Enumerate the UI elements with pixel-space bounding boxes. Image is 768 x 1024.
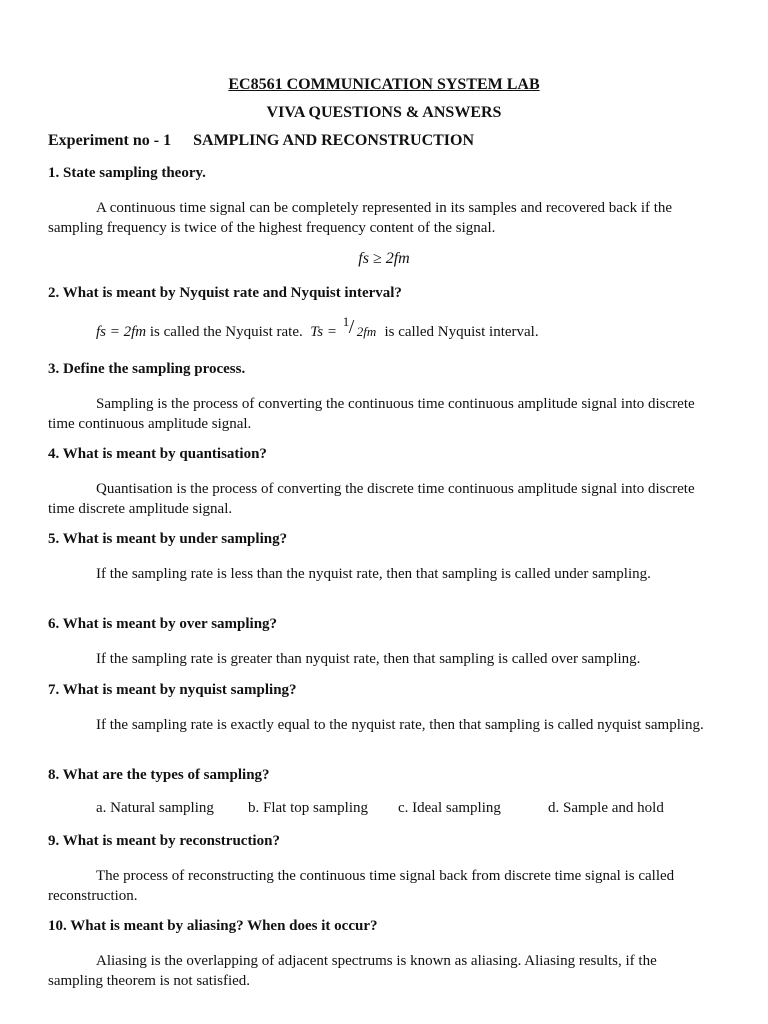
- sampling-type-flat-top: b. Flat top sampling: [248, 800, 368, 816]
- question-10: 10. What is meant by aliasing? When does it occur?: [48, 918, 378, 934]
- fraction-slash: /: [348, 316, 355, 338]
- question-7: 7. What is meant by nyquist sampling?: [48, 682, 297, 698]
- answer-9: The process of reconstructing the continuous time signal back from discrete time signal is called reconstruction.: [48, 868, 675, 904]
- experiment-label: Experiment no - 1: [48, 132, 172, 149]
- sampling-theorem-formula: fs ≥ 2fm: [358, 250, 410, 267]
- answer-10: Aliasing is the overlapping of adjacent spectrums is known as aliasing. Aliasing results, if the sampling theorem is not satisfied.: [48, 953, 657, 989]
- answer-6: If the sampling rate is greater than nyquist rate, then that sampling is called over sampling.: [96, 651, 641, 667]
- fraction-denominator: 2fm: [356, 324, 377, 339]
- answer-1: A continuous time signal can be completely represented in its samples and recovered back if the sampling frequency is twice of the highest frequency content of the signal.: [48, 200, 673, 236]
- question-9: 9. What is meant by reconstruction?: [48, 833, 280, 849]
- sampling-type-natural: a. Natural sampling: [96, 800, 214, 816]
- nyquist-rate-text: is called the Nyquist rate.: [149, 324, 303, 340]
- question-2: 2. What is meant by Nyquist rate and Nyquist interval?: [48, 285, 402, 301]
- question-8: 8. What are the types of sampling?: [48, 767, 270, 783]
- answer-4: Quantisation is the process of converting the discrete time continuous amplitude signal into discrete time discrete amplitude signal.: [48, 481, 695, 517]
- course-title: EC8561 COMMUNICATION SYSTEM LAB: [228, 76, 540, 93]
- fraction-numerator: 1: [342, 314, 350, 329]
- experiment-name: SAMPLING AND RECONSTRUCTION: [193, 132, 475, 149]
- question-6: 6. What is meant by over sampling?: [48, 616, 278, 632]
- question-4: 4. What is meant by quantisation?: [48, 446, 267, 462]
- answer-3: Sampling is the process of converting the continuous time continuous amplitude signal into discrete time continuous amplitude signal.: [48, 396, 695, 432]
- nyquist-answer: [96, 314, 539, 341]
- sampling-types-list: [96, 800, 696, 820]
- nyquist-interval-text: is called Nyquist interval.: [384, 324, 539, 340]
- sampling-type-ideal: c. Ideal sampling: [398, 800, 501, 816]
- nyquist-rate-expression: fs = 2fm: [96, 324, 147, 340]
- nyquist-interval-lhs: Ts =: [310, 324, 337, 340]
- answer-7: If the sampling rate is exactly equal to the nyquist rate, then that sampling is called nyquist sampling.: [96, 717, 704, 733]
- experiment-heading: [48, 132, 474, 150]
- nyquist-interval-fraction: [341, 314, 381, 340]
- question-3: 3. Define the sampling process.: [48, 361, 246, 377]
- sampling-type-sample-hold: d. Sample and hold: [548, 800, 664, 816]
- document-subtitle: VIVA QUESTIONS & ANSWERS: [266, 104, 502, 121]
- answer-5: If the sampling rate is less than the nyquist rate, then that sampling is called under sampling.: [96, 566, 651, 582]
- question-1: 1. State sampling theory.: [48, 165, 206, 181]
- question-5: 5. What is meant by under sampling?: [48, 531, 288, 547]
